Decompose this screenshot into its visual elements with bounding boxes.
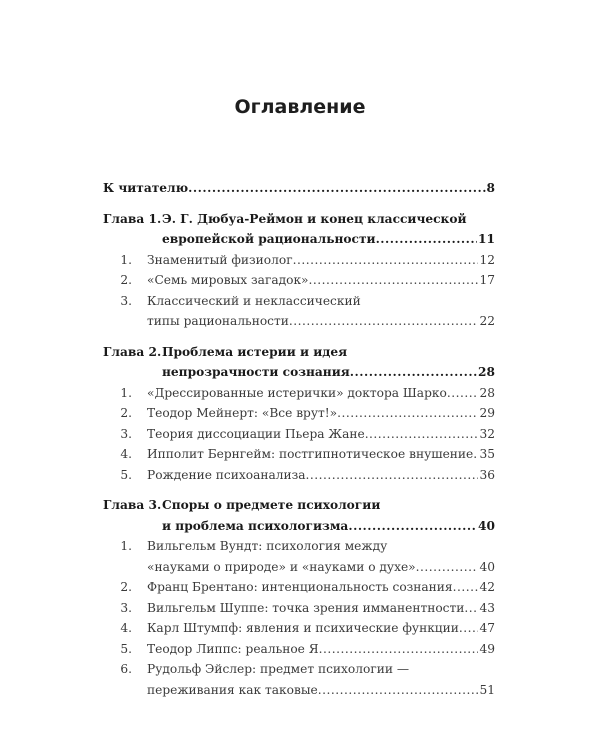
entry-title-line: Знаменитый физиолог <box>147 252 293 267</box>
entry-last-line <box>162 362 495 383</box>
entry-text <box>147 618 495 639</box>
entry-title-line: Классический и неклассический <box>147 293 361 308</box>
page-title: Оглавление <box>234 96 366 118</box>
entry-last-line <box>147 680 495 701</box>
page-number: 11 <box>478 232 495 246</box>
entry-title-line: Ипполит Бернгейм: постгипнотическое внушение <box>147 447 474 461</box>
entry-title-line: переживания как таковые <box>147 682 318 697</box>
entry-last-line <box>147 557 495 578</box>
entry-text <box>147 383 495 404</box>
page-number: 47 <box>479 621 495 635</box>
dot-leader <box>293 250 479 271</box>
section-number: 2. <box>120 273 132 287</box>
section-number: 4. <box>120 447 132 461</box>
entry-last-line <box>147 270 495 291</box>
entry-title-line: типы рациональности <box>147 314 289 328</box>
toc-section[interactable] <box>103 536 495 577</box>
entry-last-line <box>147 618 495 639</box>
dot-leader <box>350 362 477 383</box>
page-number: 35 <box>479 447 495 461</box>
table-of-contents <box>103 178 495 700</box>
page-number: 32 <box>479 426 495 441</box>
page-number: 42 <box>479 580 495 594</box>
section-number: 5. <box>120 641 132 656</box>
toc-section[interactable] <box>103 270 495 291</box>
entry-title-line: Проблема истерии и идея <box>162 344 348 359</box>
page-number: 40 <box>478 518 495 533</box>
toc-section[interactable] <box>103 403 495 424</box>
dot-leader <box>459 618 479 639</box>
entry-last-line <box>147 424 495 445</box>
toc-section[interactable] <box>103 577 495 598</box>
entry-text <box>147 659 495 700</box>
toc-chapter-3[interactable] <box>103 495 495 536</box>
section-number: 1. <box>120 385 132 400</box>
entry-last-line <box>147 444 495 465</box>
entry-title-line: «науками о природе» и «науками о духе» <box>147 559 416 574</box>
entry-title-line: Рождение психоанализа <box>147 467 306 482</box>
entry-title-line: Споры о предмете психологии <box>162 498 381 512</box>
entry-title-line: непрозрачности сознания <box>162 365 350 379</box>
entry-last-line <box>147 598 495 619</box>
dot-leader <box>348 516 477 537</box>
entry-text <box>147 250 495 271</box>
toc-section[interactable] <box>103 618 495 639</box>
page-number: 17 <box>479 273 495 287</box>
entry-title-line: Рудольф Эйслер: предмет психологии — <box>147 662 410 676</box>
toc-entry-preface[interactable] <box>103 178 495 199</box>
entry-last-line <box>147 311 495 332</box>
page-number: 28 <box>478 365 495 379</box>
page-number: 40 <box>479 559 495 574</box>
section-number: 6. <box>120 662 132 676</box>
toc-section[interactable] <box>103 383 495 404</box>
entry-title-line: «Семь мировых загадок» <box>147 273 309 287</box>
entry-text <box>147 424 495 445</box>
page-number: 8 <box>486 181 495 195</box>
entry-text <box>147 465 495 486</box>
entry-title-line: Карл Штумпф: явления и психические функции <box>147 621 459 635</box>
section-number: 1. <box>120 252 132 267</box>
dot-leader <box>289 311 479 332</box>
section-number: 2. <box>120 580 132 594</box>
page-number: 36 <box>479 467 495 482</box>
entry-title-line: Э. Г. Дюбуа-Реймон и конец классической <box>162 211 467 226</box>
entry-text <box>147 403 495 424</box>
entry-title-line: Теодор Мейнерт: «Все врут!» <box>147 406 338 420</box>
toc-section[interactable] <box>103 465 495 486</box>
section-number: 3. <box>120 293 132 308</box>
entry-title-line: Франц Брентано: интенциональность сознания <box>147 580 453 594</box>
entry-title-line: и проблема психологизма <box>162 518 349 533</box>
section-number: 5. <box>120 467 132 482</box>
entry-last-line <box>162 229 495 250</box>
page-number: 12 <box>479 252 495 267</box>
dot-leader <box>309 270 479 291</box>
dot-leader <box>376 229 477 250</box>
entry-title-line: европейской рациональности <box>162 232 376 246</box>
entry-last-line <box>147 577 495 598</box>
entry-last-line <box>147 403 495 424</box>
entry-text <box>147 444 495 465</box>
toc-section[interactable] <box>103 424 495 445</box>
entry-text <box>162 209 495 250</box>
toc-chapter-2[interactable] <box>103 342 495 383</box>
dot-leader <box>318 680 479 701</box>
page-number: 49 <box>479 641 495 656</box>
toc-section[interactable] <box>103 250 495 271</box>
entry-text <box>147 577 495 598</box>
toc-section[interactable] <box>103 598 495 619</box>
dot-leader <box>464 598 478 619</box>
dot-leader <box>365 424 479 445</box>
entry-title-line: Вильгельм Шуппе: точка зрения имманентности <box>147 600 465 615</box>
dot-leader <box>306 465 479 486</box>
section-number: 3. <box>120 426 132 441</box>
chapter-label: Глава 1. <box>103 211 162 226</box>
entry-title: К читателю <box>103 181 189 195</box>
page-number: 28 <box>479 385 495 400</box>
toc-section[interactable] <box>103 291 495 332</box>
entry-last-line <box>147 639 495 660</box>
entry-title-line: «Дрессированные истерички» доктора Шарко <box>147 385 447 400</box>
entry-text <box>147 639 495 660</box>
dot-leader <box>319 639 479 660</box>
dot-leader <box>453 577 479 598</box>
section-number: 4. <box>120 621 132 635</box>
toc-section[interactable] <box>103 639 495 660</box>
toc-section[interactable] <box>103 659 495 700</box>
dot-leader <box>447 383 479 404</box>
page-number: 29 <box>479 406 495 420</box>
entry-last-line <box>147 465 495 486</box>
entry-title-line: Вильгельм Вундт: психология между <box>147 539 388 553</box>
page-number: 43 <box>479 600 495 615</box>
entry-title-line: Теодор Липпс: реальное Я <box>147 641 319 656</box>
entry-text <box>162 342 495 383</box>
entry-title-line: Теория диссоциации Пьера Жане <box>147 426 365 441</box>
entry-text <box>147 270 495 291</box>
entry-text <box>147 598 495 619</box>
chapter-label: Глава 3. <box>103 498 162 512</box>
dot-leader <box>337 403 478 424</box>
section-number: 2. <box>120 406 132 420</box>
entry-last-line <box>162 516 495 537</box>
dot-leader <box>188 178 485 199</box>
entry-last-line <box>147 383 495 404</box>
entry-last-line <box>147 250 495 271</box>
section-number: 1. <box>120 539 132 553</box>
entry-text <box>147 291 495 332</box>
entry-text <box>147 536 495 577</box>
dot-leader <box>416 557 479 578</box>
toc-section[interactable] <box>103 444 495 465</box>
toc-chapter-1[interactable] <box>103 209 495 250</box>
entry-text <box>162 495 495 536</box>
section-number: 3. <box>120 600 132 615</box>
page-number: 51 <box>479 682 495 697</box>
chapter-label: Глава 2. <box>103 344 162 359</box>
page-number: 22 <box>479 314 495 328</box>
